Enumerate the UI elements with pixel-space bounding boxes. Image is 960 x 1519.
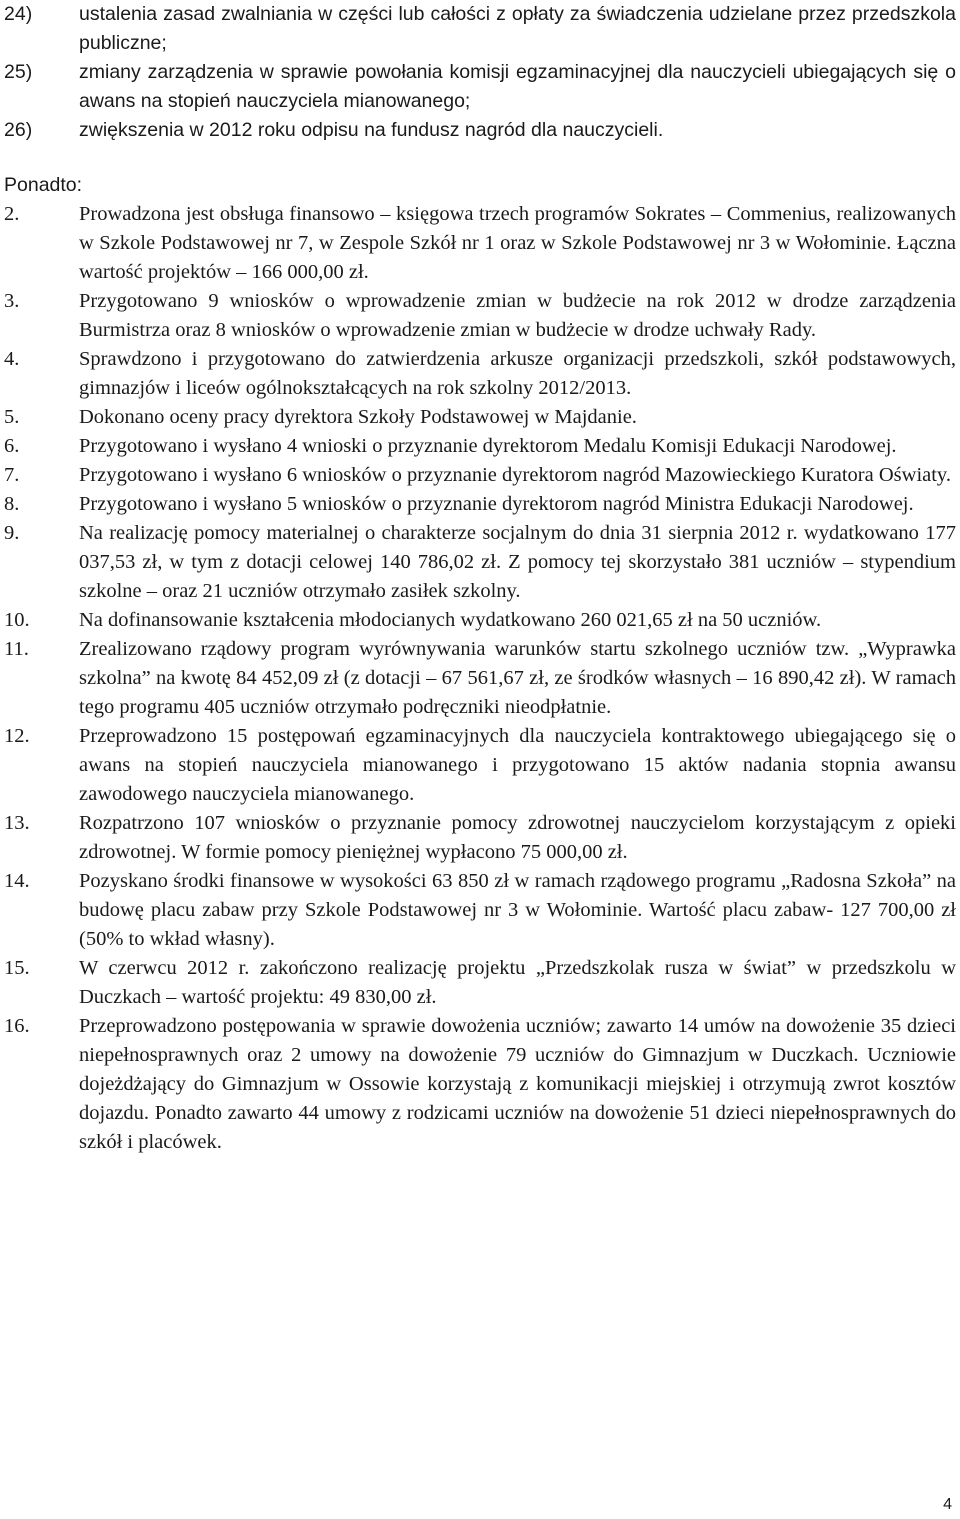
list-item <box>4 403 956 432</box>
item-number: 12. <box>4 725 30 747</box>
list-item <box>4 954 956 1012</box>
item-number: 11. <box>4 638 29 660</box>
item-number: 7. <box>4 464 20 486</box>
item-text: Przygotowano i wysłano 5 wniosków o przyznanie dyrektorom nagród Ministra Edukacji Narodowej. <box>79 493 914 515</box>
item-text: Sprawdzono i przygotowano do zatwierdzenia arkusze organizacji przedszkoli, szkół podstawowych, gimnazjów i liceów ogólnokształcących na rok szkolny 2012/2013. <box>79 348 956 399</box>
item-text: Rozpatrzono 107 wniosków o przyznanie pomocy zdrowotnej nauczycielom korzystającym z opieki zdrowotnej. W formie pomocy pieniężnej wypłacono 75 000,00 zł. <box>79 812 956 863</box>
list-item <box>4 519 956 606</box>
item-text: Pozyskano środki finansowe w wysokości 63 850 zł w ramach rządowego programu „Radosna Szkoła” na budowę placu zabaw przy Szkole Podstawowej nr 3 w Wołominie. Wartość placu zabaw- 127 700,00 zł (50% to wkład własny). <box>79 870 956 950</box>
item-number: 9. <box>4 522 20 544</box>
item-number: 13. <box>4 812 30 834</box>
item-number: 14. <box>4 870 30 892</box>
list-item <box>4 345 956 403</box>
item-text: Prowadzona jest obsługa finansowo – księgowa trzech programów Sokrates – Commenius, realizowanych w Szkole Podstawowej nr 7, w Zespole Szkół nr 1 oraz w Szkole Podstawowej nr 3 w Wołominie. Łączna wartość projektów – 166 000,00 zł. <box>79 203 956 283</box>
item-text: Na dofinansowanie kształcenia młodocianych wydatkowano 260 021,65 zł na 50 uczniów. <box>79 609 822 631</box>
list-item <box>4 200 956 287</box>
list-item <box>4 490 956 519</box>
list-item <box>4 809 956 867</box>
section-heading-ponadto: Ponadto: <box>4 174 83 196</box>
item-text: Przeprowadzono 15 postępowań egzaminacyjnych dla nauczyciela kontraktowego ubiegającego się o awans na stopień nauczyciela mianowanego i przygotowano 15 aktów nadania stopnia awansu zawodowego nauczyciela mianowanego. <box>79 725 956 805</box>
item-text: zmiany zarządzenia w sprawie powołania komisji egzaminacyjnej dla nauczycieli ubiegających się o awans na stopień nauczyciela mianowanego; <box>79 61 956 112</box>
list-item <box>4 287 956 345</box>
list-item <box>4 461 956 490</box>
item-text: Przygotowano 9 wniosków o wprowadzenie zmian w budżecie na rok 2012 w drodze zarządzenia Burmistrza oraz 8 wniosków o wprowadzenie zmian w budżecie w drodze uchwały Rady. <box>79 290 956 341</box>
item-text: Przygotowano i wysłano 6 wniosków o przyznanie dyrektorom nagród Mazowieckiego Kuratora Oświaty. <box>79 464 951 486</box>
item-text: Na realizację pomocy materialnej o charakterze socjalnym do dnia 31 sierpnia 2012 r. wydatkowano 177 037,53 zł, w tym z dotacji celowej 140 786,02 zł. Z pomocy tej skorzystało 381 uczniów – stypendium szkolne – oraz 21 uczniów otrzymało zasiłek szkolny. <box>79 522 956 602</box>
list-item <box>4 1012 956 1157</box>
item-text: Przeprowadzono postępowania w sprawie dowożenia uczniów; zawarto 14 umów na dowożenie 35 dzieci niepełnosprawnych oraz 2 umowy na dowożenie 79 uczniów do Gimnazjum w Duczkach. Uczniowie dojeżdżający do Gimnazjum w Ossowie korzystają z komunikacji miejskiej i otrzymują zwrot kosztów dojazdu. Ponadto zawarto 44 umowy z rodzicami uczniów na dowożenie 51 dzieci niepełnosprawnych do szkół i placówek. <box>79 1015 956 1153</box>
item-text: zwiększenia w 2012 roku odpisu na fundusz nagród dla nauczycieli. <box>79 119 664 141</box>
item-text: Dokonano oceny pracy dyrektora Szkoły Podstawowej w Majdanie. <box>79 406 637 428</box>
item-number: 8. <box>4 493 20 515</box>
main-list <box>4 200 956 1157</box>
item-number: 4. <box>4 348 20 370</box>
list-item <box>4 606 956 635</box>
item-number: 2. <box>4 203 20 225</box>
page-number: 4 <box>943 1496 952 1513</box>
item-number: 16. <box>4 1015 30 1037</box>
item-text: Przygotowano i wysłano 4 wnioski o przyznanie dyrektorom Medalu Komisji Edukacji Narodowej. <box>79 435 897 457</box>
item-number: 26) <box>4 119 33 141</box>
top-list <box>4 0 956 145</box>
item-number: 25) <box>4 61 33 83</box>
list-item <box>4 432 956 461</box>
list-item <box>4 635 956 722</box>
item-number: 6. <box>4 435 20 457</box>
item-number: 3. <box>4 290 20 312</box>
list-item <box>4 867 956 954</box>
item-text: Zrealizowano rządowy program wyrównywania warunków startu szkolnego uczniów tzw. „Wyprawka szkolna” na kwotę 84 452,09 zł (z dotacji – 67 561,67 zł, ze środków własnych – 16 890,42 zł). W ramach tego programu 405 uczniów otrzymało podręczniki nieodpłatnie. <box>79 638 956 718</box>
list-item <box>4 58 956 116</box>
list-item <box>4 116 956 145</box>
item-number: 15. <box>4 957 30 979</box>
item-number: 5. <box>4 406 20 428</box>
item-text: ustalenia zasad zwalniania w części lub całości z opłaty za świadczenia udzielane przez przedszkola publiczne; <box>79 3 956 54</box>
item-number: 24) <box>4 3 33 25</box>
list-item <box>4 0 956 58</box>
list-item <box>4 722 956 809</box>
item-number: 10. <box>4 609 30 631</box>
item-text: W czerwcu 2012 r. zakończono realizację projektu „Przedszkolak rusza w świat” w przedszkolu w Duczkach – wartość projektu: 49 830,00 zł. <box>79 957 956 1008</box>
